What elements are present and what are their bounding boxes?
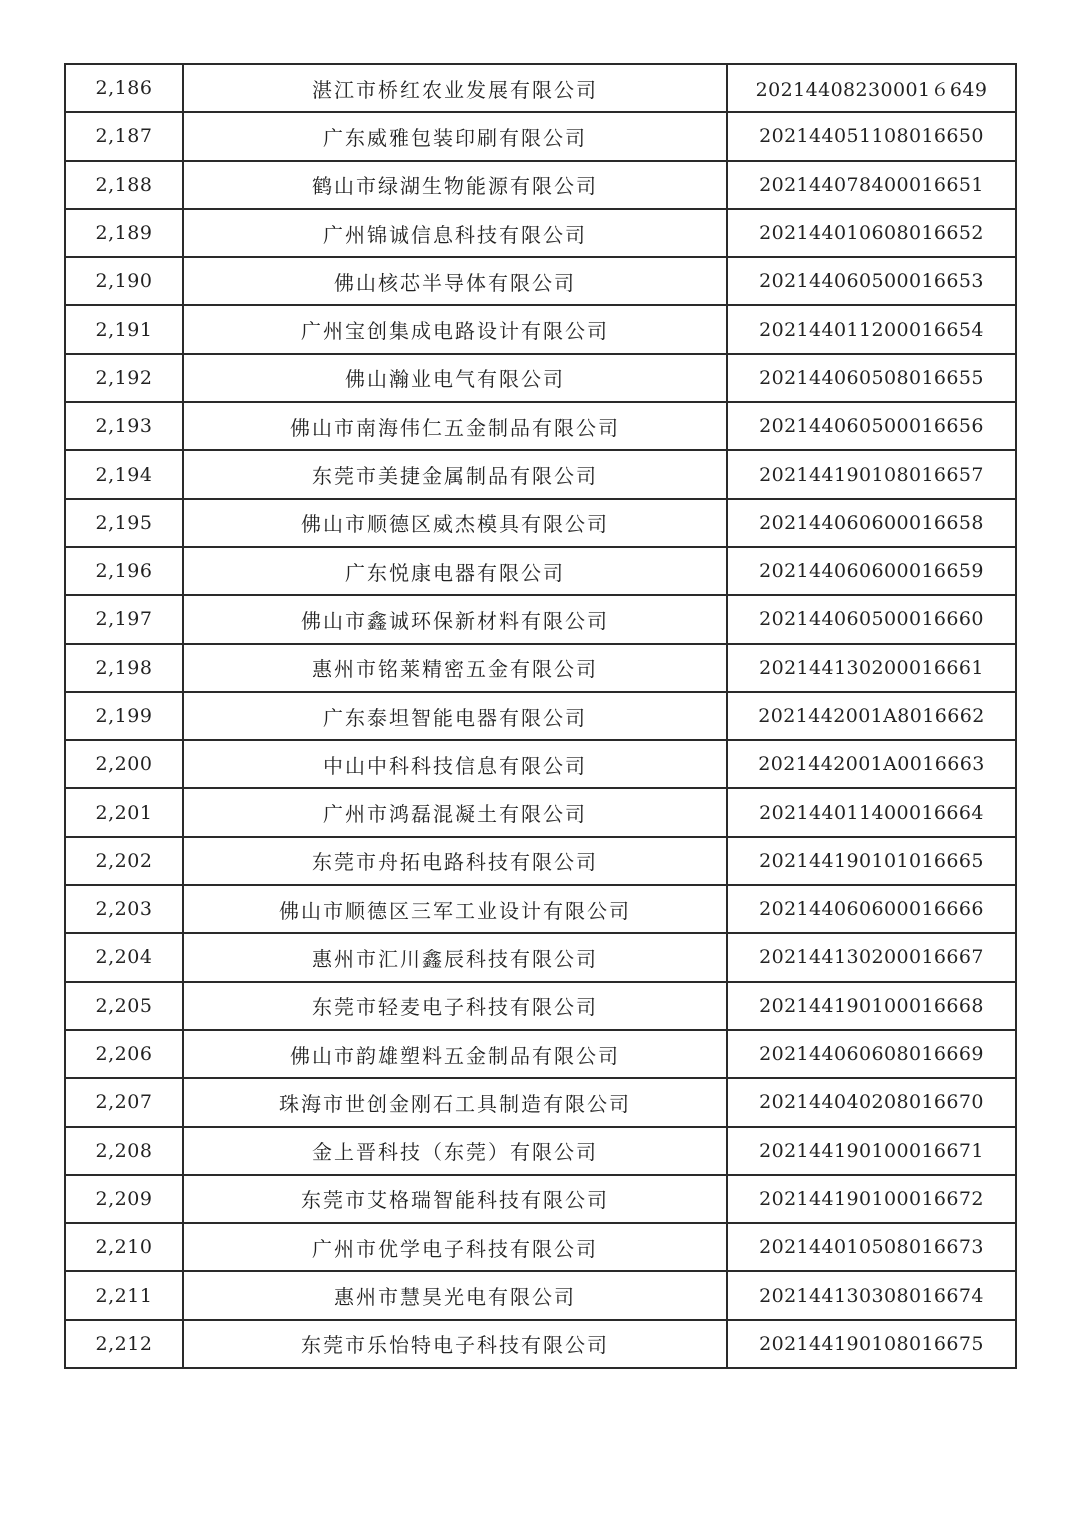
table-row	[65, 402, 1016, 450]
table-row	[65, 788, 1016, 836]
row-number: 2,190	[65, 257, 183, 305]
table-row	[65, 499, 1016, 547]
registration-code: 202144130200016667	[727, 933, 1016, 981]
row-number: 2,193	[65, 402, 183, 450]
company-name: 惠州市慧昊光电有限公司	[183, 1271, 727, 1319]
row-number: 2,197	[65, 595, 183, 643]
table-row	[65, 1175, 1016, 1223]
registration-code: 202144060508016655	[727, 354, 1016, 402]
registration-code: 202144010608016652	[727, 209, 1016, 257]
company-name: 佛山核芯半导体有限公司	[183, 257, 727, 305]
row-number: 2,189	[65, 209, 183, 257]
company-name: 惠州市汇川鑫辰科技有限公司	[183, 933, 727, 981]
company-name: 佛山市顺德区威杰模具有限公司	[183, 499, 727, 547]
row-number: 2,211	[65, 1271, 183, 1319]
row-number: 2,195	[65, 499, 183, 547]
company-name: 佛山市韵雄塑料五金制品有限公司	[183, 1030, 727, 1078]
table-row	[65, 1030, 1016, 1078]
table-row	[65, 885, 1016, 933]
table-row	[65, 450, 1016, 498]
row-number: 2,194	[65, 450, 183, 498]
row-number: 2,202	[65, 837, 183, 885]
company-name: 东莞市乐怡特电子科技有限公司	[183, 1320, 727, 1368]
table-row	[65, 933, 1016, 981]
row-number: 2,203	[65, 885, 183, 933]
company-name: 广州锦诚信息科技有限公司	[183, 209, 727, 257]
company-name: 惠州市铭莱精密五金有限公司	[183, 644, 727, 692]
registration-code: 202144060600016666	[727, 885, 1016, 933]
registration-code: 202144060500016653	[727, 257, 1016, 305]
company-name: 广东泰坦智能电器有限公司	[183, 692, 727, 740]
table-row	[65, 1127, 1016, 1175]
registration-code: 202144190108016657	[727, 450, 1016, 498]
company-registration-table	[64, 63, 1017, 1369]
registration-code: 202144130200016661	[727, 644, 1016, 692]
row-number: 2,205	[65, 982, 183, 1030]
table-row	[65, 547, 1016, 595]
registration-code: 202144190108016675	[727, 1320, 1016, 1368]
table-row	[65, 161, 1016, 209]
table-row	[65, 1271, 1016, 1319]
company-name: 广州宝创集成电路设计有限公司	[183, 305, 727, 353]
registration-code: 202144060608016669	[727, 1030, 1016, 1078]
company-name: 湛江市桥红农业发展有限公司	[183, 64, 727, 112]
company-name: 佛山瀚业电气有限公司	[183, 354, 727, 402]
company-name: 东莞市艾格瑞智能科技有限公司	[183, 1175, 727, 1223]
row-number: 2,191	[65, 305, 183, 353]
company-name: 佛山市鑫诚环保新材料有限公司	[183, 595, 727, 643]
row-number: 2,212	[65, 1320, 183, 1368]
row-number: 2,186	[65, 64, 183, 112]
row-number: 2,204	[65, 933, 183, 981]
row-number: 2,200	[65, 740, 183, 788]
company-name: 广东威雅包装印刷有限公司	[183, 112, 727, 160]
registration-code: 202144130308016674	[727, 1271, 1016, 1319]
registration-code: 202144010508016673	[727, 1223, 1016, 1271]
registration-code: 202144060500016656	[727, 402, 1016, 450]
company-name: 佛山市顺德区三军工业设计有限公司	[183, 885, 727, 933]
table-row	[65, 837, 1016, 885]
company-name: 广东悦康电器有限公司	[183, 547, 727, 595]
row-number: 2,206	[65, 1030, 183, 1078]
registration-code: 202144011400016664	[727, 788, 1016, 836]
registration-code: 202144190100016668	[727, 982, 1016, 1030]
registration-code: 202144060600016658	[727, 499, 1016, 547]
table-row	[65, 740, 1016, 788]
row-number: 2,209	[65, 1175, 183, 1223]
row-number: 2,210	[65, 1223, 183, 1271]
table-row	[65, 644, 1016, 692]
row-number: 2,207	[65, 1078, 183, 1126]
registration-code: 2021442001A8016662	[727, 692, 1016, 740]
registration-code: 20214408230001６649	[727, 64, 1016, 112]
company-name: 鹤山市绿湖生物能源有限公司	[183, 161, 727, 209]
table-row	[65, 692, 1016, 740]
company-name: 广州市优学电子科技有限公司	[183, 1223, 727, 1271]
registration-code: 202144190101016665	[727, 837, 1016, 885]
row-number: 2,187	[65, 112, 183, 160]
table-row	[65, 305, 1016, 353]
row-number: 2,201	[65, 788, 183, 836]
row-number: 2,199	[65, 692, 183, 740]
registration-code: 202144011200016654	[727, 305, 1016, 353]
company-list-sheet	[64, 63, 1015, 1369]
registration-code: 202144060600016659	[727, 547, 1016, 595]
company-name: 广州市鸿磊混凝土有限公司	[183, 788, 727, 836]
table-row	[65, 982, 1016, 1030]
table-row	[65, 209, 1016, 257]
table-row	[65, 354, 1016, 402]
table-row	[65, 64, 1016, 112]
table-row	[65, 1223, 1016, 1271]
table-row	[65, 1320, 1016, 1368]
registration-code: 202144190100016672	[727, 1175, 1016, 1223]
company-name: 东莞市美捷金属制品有限公司	[183, 450, 727, 498]
registration-code: 202144040208016670	[727, 1078, 1016, 1126]
table-body	[65, 64, 1016, 1368]
row-number: 2,188	[65, 161, 183, 209]
row-number: 2,198	[65, 644, 183, 692]
registration-code: 202144190100016671	[727, 1127, 1016, 1175]
registration-code: 202144060500016660	[727, 595, 1016, 643]
company-name: 东莞市舟拓电路科技有限公司	[183, 837, 727, 885]
company-name: 佛山市南海伟仁五金制品有限公司	[183, 402, 727, 450]
row-number: 2,208	[65, 1127, 183, 1175]
row-number: 2,196	[65, 547, 183, 595]
registration-code: 202144051108016650	[727, 112, 1016, 160]
table-row	[65, 112, 1016, 160]
registration-code: 2021442001A0016663	[727, 740, 1016, 788]
company-name: 中山中科科技信息有限公司	[183, 740, 727, 788]
table-row	[65, 257, 1016, 305]
table-row	[65, 595, 1016, 643]
company-name: 金上晋科技（东莞）有限公司	[183, 1127, 727, 1175]
row-number: 2,192	[65, 354, 183, 402]
table-row	[65, 1078, 1016, 1126]
company-name: 珠海市世创金刚石工具制造有限公司	[183, 1078, 727, 1126]
registration-code: 202144078400016651	[727, 161, 1016, 209]
company-name: 东莞市轻麦电子科技有限公司	[183, 982, 727, 1030]
